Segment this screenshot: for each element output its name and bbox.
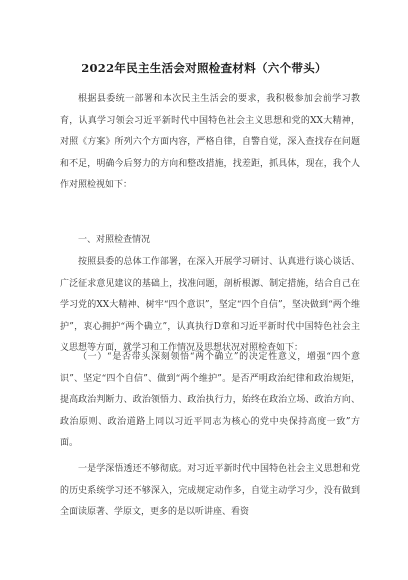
section-body-paragraph: 按照县委的总体工作部署，在深入开展学习研讨、认真进行谈心谈话、广泛征求意见建议的基础上，找准问题，剖析根源、制定措施，结合自己在学习党的XX大精神、树牢“四个意识”，坚定“四个自信”，坚决做到“两个维护”，衷心拥护“两个确立”，认真执行D章和习近平新时代中国特色社会主义思想等方面，就学习和工作情况及思想状况对照检查如下：	[60, 257, 360, 354]
intro-paragraph: 根据县委统一部署和本次民主生活会的要求，我积极参加会前学习教育，认真学习领会习近平新时代中国特色社会主义思想和党的XX大精神，对照《方案》所列六个方面内容，严格自律，自警自觉，深入查找存在问题和不足，明确今后努力的方向和整改措施，找差距，抓具体，现在，我个人作对照检视如下：	[60, 94, 360, 191]
item-one-paragraph: （一）“是否带头深刻领悟“两个确立”的决定性意义，增强“四个意识”、坚定“四个自信”、做到“两个维护”。是否严明政治纪律和政治规矩，提高政治判断力、政治领悟力、政治执行力，始终在政治立场、政治方向、政治原则、政治道路上同以习近平同志为核心的党中央保持高度一致”方面。	[60, 352, 360, 449]
section-heading: 一、对照检查情况	[78, 235, 151, 245]
document-title: 2022年民主生活会对照检查材料（六个带头）	[81, 61, 327, 75]
item-one-detail-paragraph: 一是学深悟透还不够彻底。对习近平新时代中国特色社会主义思想和党的历史系统学习还不够深入，完成规定动作多，自觉主动学习少，没有做到全面读原著、学原文，更多的是以听讲座、看资	[60, 464, 360, 518]
